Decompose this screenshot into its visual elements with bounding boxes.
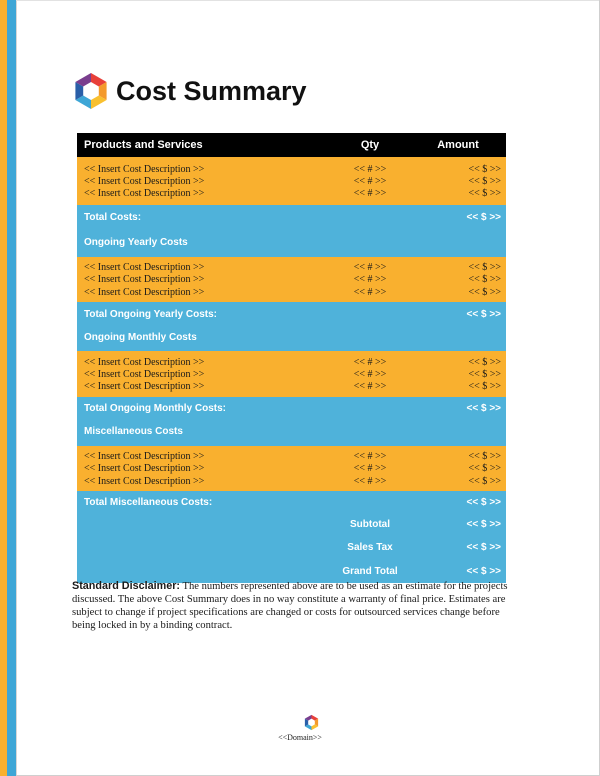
total-value: << $ >> [466, 212, 501, 224]
item-amount: << $ >> [468, 175, 501, 187]
document-header [71, 71, 307, 111]
item-amount: << $ >> [468, 368, 501, 380]
item-amount: << $ >> [468, 475, 501, 487]
cost-items-group [77, 257, 506, 303]
table-row [77, 381, 506, 393]
side-stripe-orange [0, 0, 7, 776]
total-value: << $ >> [466, 403, 501, 415]
total-label: Total Ongoing Monthly Costs: [84, 403, 227, 415]
section-heading-row [77, 231, 506, 255]
subtotal-row [77, 513, 506, 535]
cost-items-group [77, 157, 506, 205]
item-description: << Insert Cost Description >> [84, 451, 205, 463]
section-heading-row [77, 327, 506, 348]
item-description: << Insert Cost Description >> [84, 475, 205, 487]
item-description: << Insert Cost Description >> [84, 175, 205, 187]
page-title: Cost Summary [116, 75, 307, 106]
item-description: << Insert Cost Description >> [84, 463, 205, 475]
item-amount: << $ >> [468, 163, 501, 175]
table-row [77, 463, 506, 475]
subtotal-value: << $ >> [466, 518, 501, 530]
column-header-qty: Qty [360, 139, 380, 151]
table-row [77, 274, 506, 286]
section-heading: Ongoing Monthly Costs [84, 332, 197, 344]
item-description: << Insert Cost Description >> [84, 163, 205, 175]
item-qty: << # >> [353, 356, 387, 368]
side-stripe-divider [16, 0, 17, 776]
item-amount: << $ >> [468, 356, 501, 368]
section-heading-row [77, 421, 506, 443]
item-qty: << # >> [353, 175, 387, 187]
item-description: << Insert Cost Description >> [84, 381, 205, 393]
item-qty: << # >> [353, 451, 387, 463]
item-amount: << $ >> [468, 451, 501, 463]
cost-items-group [77, 446, 506, 492]
cost-items-group [77, 351, 506, 397]
subtotal-label: Subtotal [350, 518, 390, 530]
total-row [77, 205, 506, 231]
sales-tax-row [77, 535, 506, 559]
total-row [77, 397, 506, 421]
item-description: << Insert Cost Description >> [84, 368, 205, 380]
sales-tax-value: << $ >> [466, 541, 501, 553]
table-row [77, 163, 506, 175]
total-value: << $ >> [466, 496, 501, 508]
item-description: << Insert Cost Description >> [84, 286, 205, 298]
grand-total-value: << $ >> [466, 565, 501, 577]
item-qty: << # >> [353, 274, 387, 286]
item-amount: << $ >> [468, 463, 501, 475]
sales-tax-label: Sales Tax [347, 541, 393, 553]
table-row [77, 262, 506, 274]
item-description: << Insert Cost Description >> [84, 187, 205, 199]
item-description: << Insert Cost Description >> [84, 274, 205, 286]
item-description: << Insert Cost Description >> [84, 262, 205, 274]
cost-summary-table [77, 133, 506, 583]
item-qty: << # >> [353, 463, 387, 475]
table-header-row [77, 133, 506, 157]
item-qty: << # >> [353, 381, 387, 393]
hexagon-logo-icon [71, 71, 111, 111]
column-header-products: Products and Services [84, 139, 203, 151]
section-heading: Ongoing Yearly Costs [84, 237, 188, 249]
standard-disclaimer [72, 580, 522, 633]
table-row [77, 356, 506, 368]
item-qty: << # >> [353, 286, 387, 298]
item-amount: << $ >> [468, 262, 501, 274]
total-row [77, 491, 506, 513]
item-description: << Insert Cost Description >> [84, 356, 205, 368]
total-label: Total Miscellaneous Costs: [84, 496, 213, 508]
section-heading: Miscellaneous Costs [84, 426, 183, 438]
item-qty: << # >> [353, 475, 387, 487]
item-qty: << # >> [353, 187, 387, 199]
total-value: << $ >> [466, 309, 501, 321]
item-qty: << # >> [353, 368, 387, 380]
total-label: Total Ongoing Yearly Costs: [84, 309, 217, 321]
column-header-amount: Amount [437, 139, 479, 151]
grand-total-label: Grand Total [342, 565, 398, 577]
footer-domain: <<Domain>> [278, 733, 322, 742]
disclaimer-text: The numbers represented above are to be used as an estimate for the projects discussed. The above Cost Summary does in no way constitute a warranty of final price. Estimates are subject to change if project specifications are changed or costs for outsourced services change before being locked in by a binding contract. [72, 581, 508, 631]
table-row [77, 286, 506, 298]
table-row [77, 175, 506, 187]
item-amount: << $ >> [468, 286, 501, 298]
total-row [77, 302, 506, 327]
table-row [77, 451, 506, 463]
table-row [77, 187, 506, 199]
item-qty: << # >> [353, 163, 387, 175]
disclaimer-lead: Standard Disclaimer: [72, 580, 181, 592]
item-amount: << $ >> [468, 274, 501, 286]
item-amount: << $ >> [468, 187, 501, 199]
item-amount: << $ >> [468, 381, 501, 393]
side-stripe-blue [7, 0, 16, 776]
page-border-top [16, 0, 600, 1]
total-label: Total Costs: [84, 212, 142, 224]
table-row [77, 475, 506, 487]
table-row [77, 368, 506, 380]
footer-hexagon-logo-icon [303, 714, 320, 731]
item-qty: << # >> [353, 262, 387, 274]
